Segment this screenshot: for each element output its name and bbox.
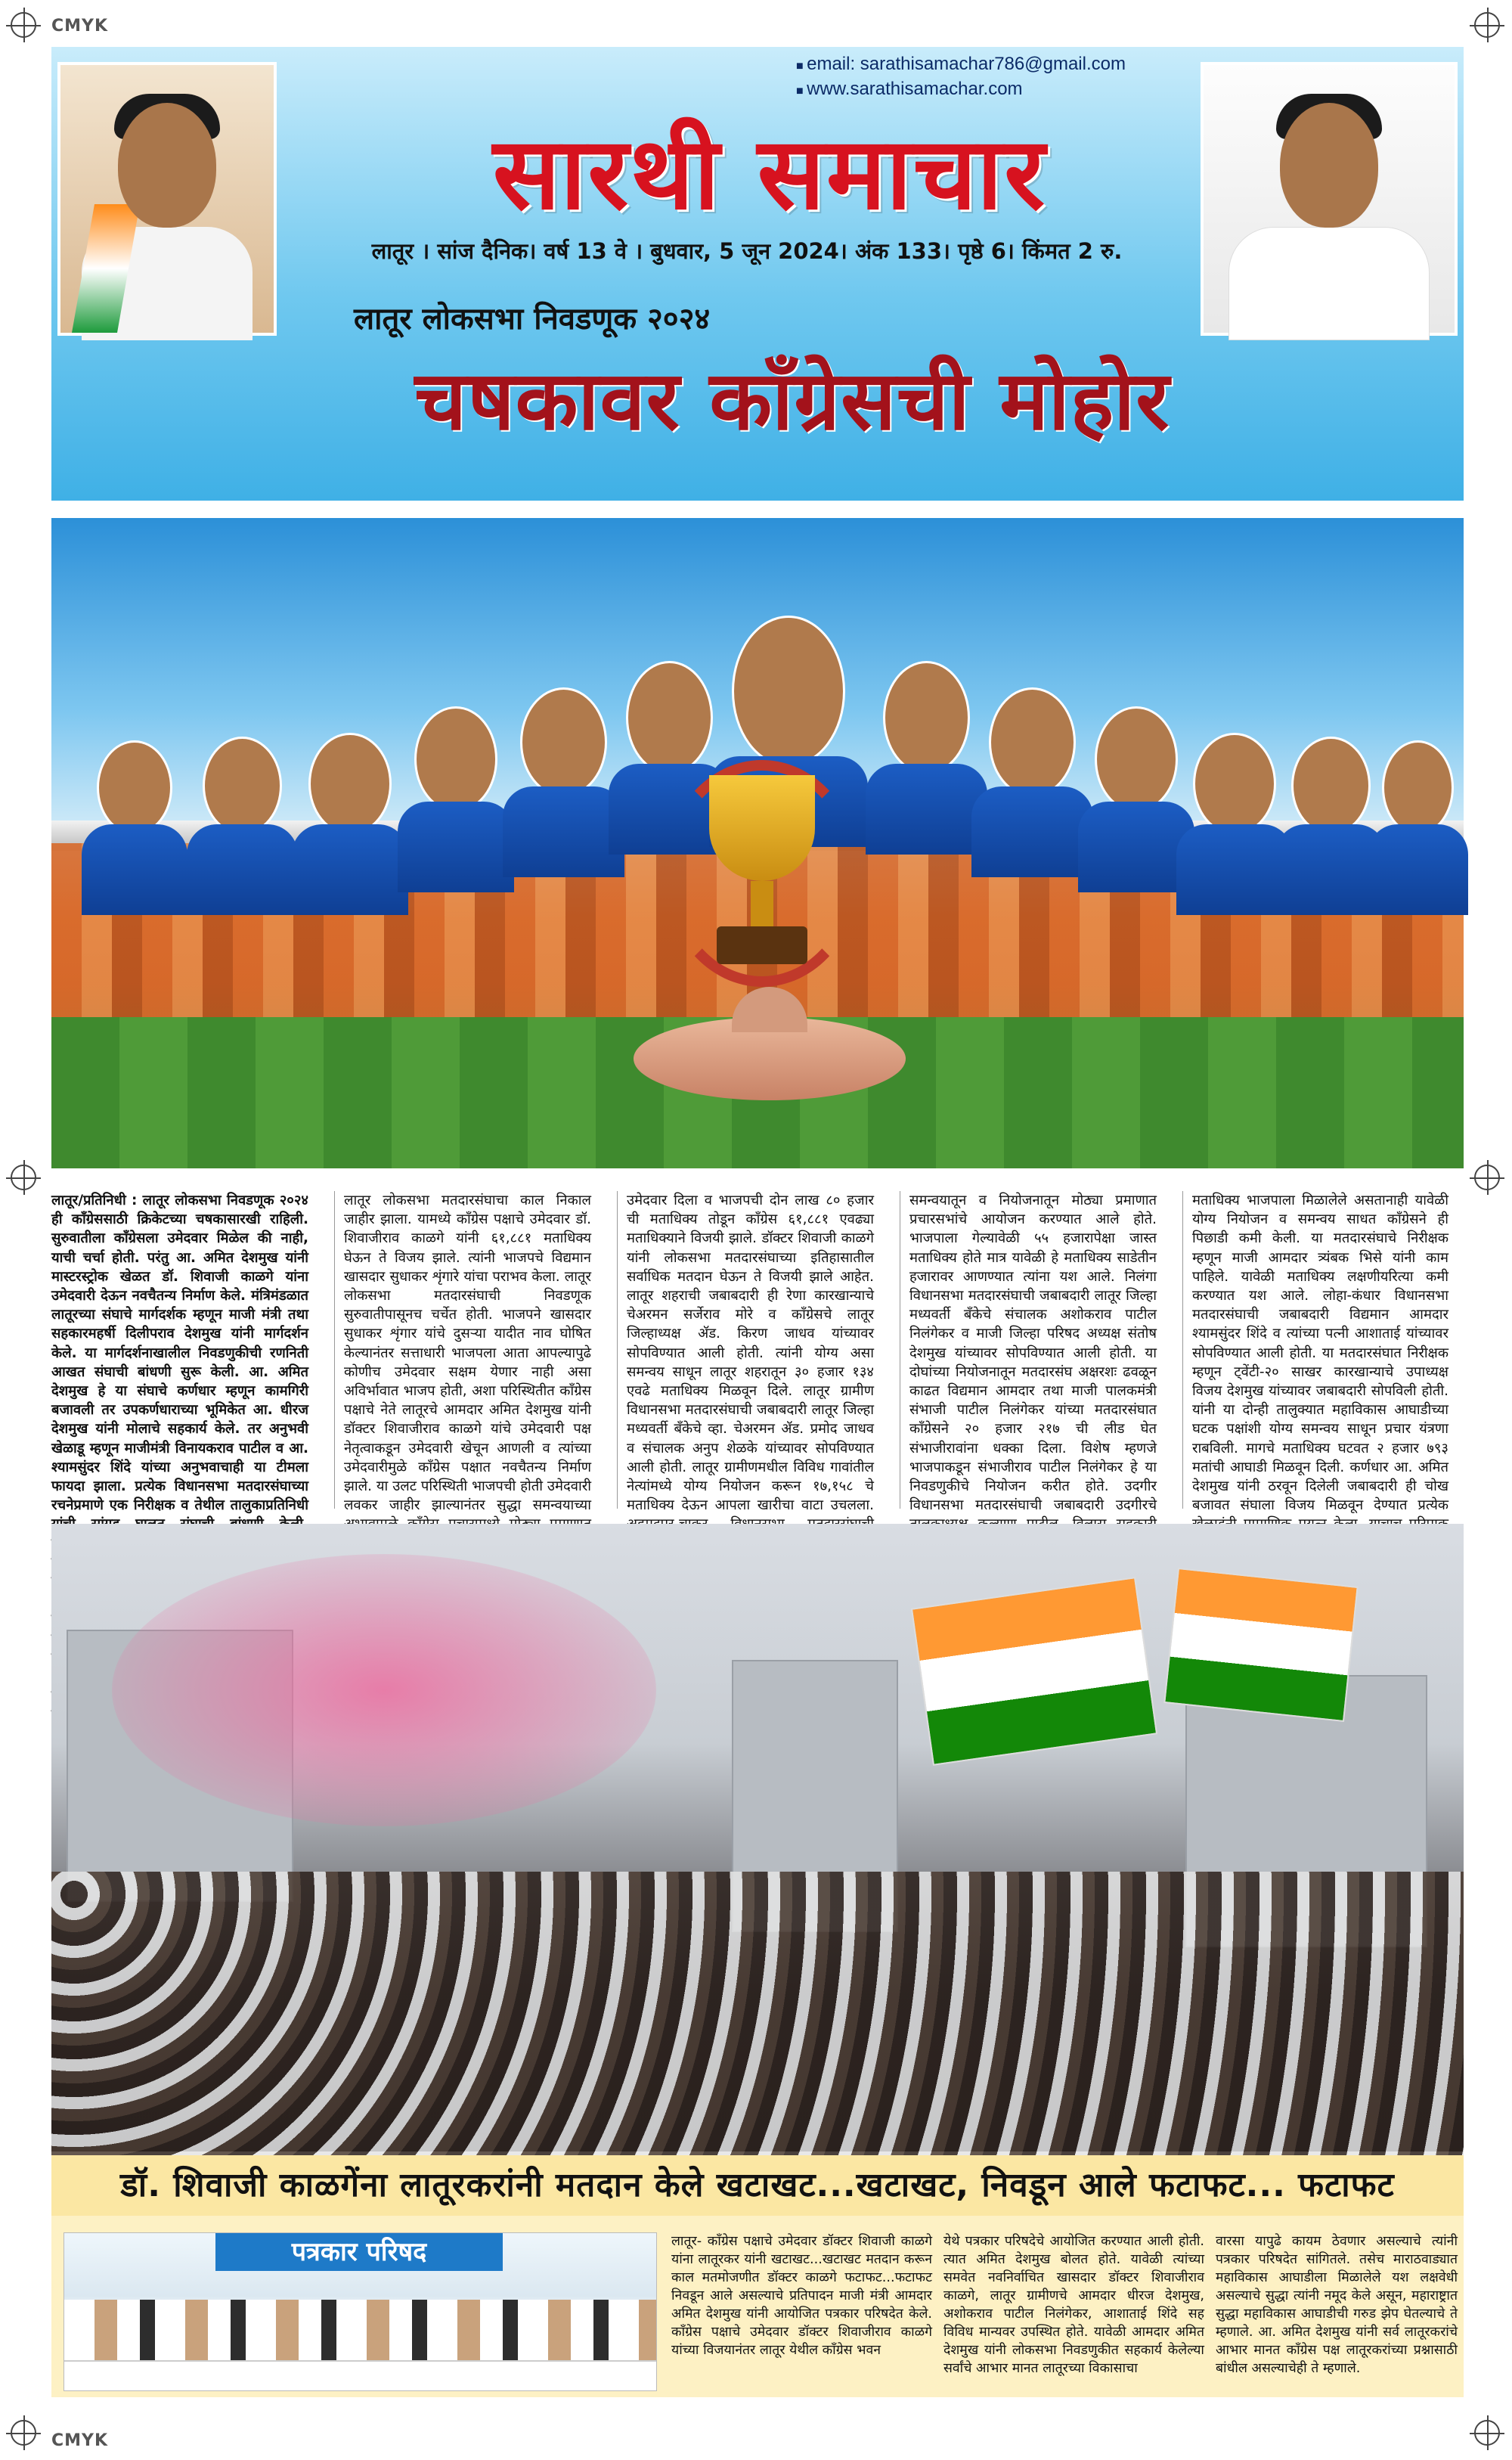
story-column-1: लातूर- काँग्रेस पक्षाचे उमेदवार डॉक्टर शिवाजी काळगे यांना लातूरकर यांनी खटाखट...खटाखट मतदान करून काल मतमोजणीत डॉक्टर काळगे फटाफट...फटाफट निवडून आले असल्याचे प्रतिपादन माजी मंत्री आमदार अमित देशमुख यांनी आयोजित पत्रकार परिषदेत केले. काँग्रेस पक्षाचे उमेदवार डॉक्टर शिवाजीराव काळगे यांच्या विजयानंतर लातूर येथील काँग्रेस भवन bbox=[671, 2234, 932, 2358]
player-figure bbox=[1291, 737, 1371, 915]
player-figure bbox=[520, 687, 607, 877]
article-column-2: लातूर लोकसभा मतदारसंघाचा काल निकाल जाहीर झाला. यामध्ये काँग्रेस पक्षाचे उमेदवार डॉ. शिवाजीराव काळगे यांनी ६१,८८१ मताधिक्य घेऊन ते विजय झाले. त्यांनी भाजपचे विद्यमान खासदार सुधाकर शृंगारे यांचा पराभव केला. लातूर लोकसभा मतदारसंघाची निवडणूक सुरुवातीपासूनच चर्चेत होती. भाजपने खासदार सुधाकर शृंगार यांचे दुसऱ्या यादीत नाव घोषित केल्यानंतर सत्ताधारी भाजपला आता आपल्यापुढे कोणीच उमेदवार सक्षम येणार नाही असा अविर्भावात भाजप होती, अशा परिस्थितीत काँग्रेस पक्षाचे नेते लातूरचे आमदार अमित देशमुख यांनी डॉक्टर शिवाजीराव काळगे यांचे उमेदवारी पक्ष नेतृत्वाकडून उमेदवारी खेचून आणली व त्यांच्या उमेदवारीमुळे काँग्रेस पक्षात नवचैतन्य निर्माण झाले. या उलट परिस्थिती भाजपची होती उमेदवारी लवकर जाहीर झाल्यानंतर सुद्धा समन्वयाच्या bbox=[334, 1191, 600, 1509]
story-column-3: वारसा यापुढे कायम ठेवणार असल्याचे त्यांनी पत्रकार परिषदेत सांगितले. तसेच माराठवाड्यात महाविकास आघाडीला मिळालेले यश लक्षवेधी असल्याचे सुद्धा त्यांनी नमूद केले असून, महाराष्ट्रात सुद्धा महाविकास आघाडीची गरुड झेप घेतल्याचे ते म्हणाले. आ. अमित देशमुख यांनी सर्व लातूरकरांचे आभार मानत काँग्रेस पक्ष लातूरकरांच्या प्रश्नासाठी बांधील असल्याचेही ते म्हणाले. bbox=[1216, 2234, 1458, 2376]
print-mark-cmyk-top: CMYK bbox=[51, 17, 109, 36]
press-conference-banner: पत्रकार परिषद bbox=[215, 2233, 503, 2271]
masthead bbox=[51, 47, 1464, 501]
player-figure bbox=[97, 740, 172, 915]
registration-mark-icon bbox=[11, 1165, 36, 1190]
contact-info bbox=[796, 53, 1126, 103]
article-column-1: लातूर/प्रतिनिधी : लातूर लोकसभा निवडणूक २०२४ ही काँग्रेससाठी क्रिकेटच्या चषकासारखी राहिली. सुरुवातीला काँग्रेसला उमेदवार मिळेल की नाही, याची चर्चा होती. परंतु आ. अमित देशमुख यांनी मास्टरस्ट्रोक खेळत डॉ. शिवाजी काळगे यांना उमेदवारी देऊन नवचैतन्य निर्माण केले. मंत्रिमंडळात लातूरच्या संघाचे मार्गदर्शक म्हणून माजी मंत्री तथा सहकारमहर्षी दिलीपराव देशमुख यांनी मार्गदर्शन केले. या मार्गदर्शनाखालील निवडणुकीची रणनिती आखत संघाची बांधणी सुरू केली. आ. अमित देशमुख हे या संघाचे कर्णधार म्हणून कामगिरी बजावली तर उपकर्णधाराच्या भूमिकेत आ. धीरज देशमुख यांनी मोलाचे सहकार्य केले. तर अनुभवी खेळाडू म्हणून माजीमंत्री विनायकराव पाटील व आ. श्यामसुंदर शिंदे यांच्या अनुभवाचाही या टीमला फायदा झाला. प्रत्येक विधानसभा मतदारसंघाच्या रचनेप्रमाणे एक निरीक्षक व तेथील तालुकाप्रतिनिधी bbox=[51, 1193, 308, 1514]
press-table bbox=[64, 2360, 656, 2390]
player-figure bbox=[883, 661, 970, 855]
portrait-face bbox=[118, 103, 216, 228]
player-figure bbox=[414, 706, 497, 892]
portrait-left bbox=[57, 62, 277, 336]
party-flag-icon bbox=[1163, 1568, 1359, 1722]
registration-mark-icon bbox=[11, 12, 36, 38]
registration-mark-icon bbox=[1474, 1165, 1500, 1190]
lead-article bbox=[51, 1191, 1464, 1514]
newspaper-title: सारथी समाचार bbox=[492, 116, 1047, 232]
player-figure bbox=[1382, 740, 1454, 915]
portrait-face bbox=[1280, 103, 1378, 228]
registration-mark-icon bbox=[1474, 2420, 1500, 2446]
player-figure bbox=[203, 737, 282, 915]
crowd bbox=[51, 1872, 1464, 2159]
press-conference-story bbox=[51, 2216, 1464, 2397]
dateline: लातूर । सांज दैनिक। वर्ष 13 वे । बुधवार, 5 जून 2024। अंक 133। पृष्ठे 6। किंमत 2 रु. bbox=[371, 238, 1123, 264]
kicker: लातूर लोकसभा निवडणूक २०२४ bbox=[354, 302, 711, 337]
registration-mark-icon bbox=[11, 2420, 36, 2446]
player-figure bbox=[989, 687, 1076, 877]
website-link[interactable]: ■ www.sarathisamachar.com bbox=[796, 78, 1126, 103]
player-figure bbox=[1193, 733, 1276, 915]
celebration-photo bbox=[51, 1524, 1464, 2151]
article-column-5: मताधिक्य भाजपाला मिळालेले असतानाही यावेळी योग्य नियोजन व समन्वय साधत काँग्रेसने ही पिछाडी कमी केली. या मतदारसंघाचे निरीक्षक म्हणून माजी आमदार त्र्यंबक भिसे यांनी काम पाहिले. यावेळी मताधिक्य लक्षणीयरित्या कमी करण्यात यश आले. लोहा-कंधार विधानसभा मतदारसंघाची जबाबदारी विद्यमान आमदार श्यामसुंदर शिंदे व त्यांच्या पत्नी आशाताई यांच्यावर सोपविण्यात आली होती. या मतदारसंघात निरीक्षक म्हणून ट्वेंटी-२० साखर कारखान्याचे उपाध्यक्ष विजय देशमुख यांच्यावर जबाबदारी सोपविली होती. यांनी या दोन्ही तालुक्यात महाविकास आघाडीच्या घटक पक्षांशी योग्य समन्वय साधून प्रचार यंत्रणा राबविली. मागचे मताधिक्य घटवत २ हजार ७९३ मतांची आघाडी मिळवून दिली. कर्णधार आ. अमित देशमुख यांनी ठरवून दिलेली जबाबदारी ही चोख बजावत संघाला विजय मिळवून देण्यात प्रत्येक bbox=[1182, 1191, 1448, 1509]
email-link[interactable]: ■ email: sarathisamachar786@gmail.com bbox=[796, 53, 1126, 78]
player-figure bbox=[308, 733, 392, 915]
portrait-body bbox=[1228, 227, 1430, 340]
story-column-2: येथे पत्रकार परिषदेचे आयोजित करण्यात आली होती. त्यात अमित देशमुख बोलत होते. यावेळी त्यांच्या समवेत नवनिर्वाचित खासदार डॉक्टर शिवाजीराव काळगे, लातूर ग्रामीणचे आमदार धीरज देशमुख, अशोकराव पाटील निलंगेकर, आशाताई शिंदे सह विविध मान्यवर उपस्थित होते. यावेळी आमदार अमित देशमुख यांनी लोकसभा निवडणुकीत सहकार्य केलेल्या सर्वांचे आभार मानत लातूरच्या विकासाचा bbox=[943, 2234, 1204, 2376]
article-column-4: समन्वयातून व नियोजनातून मोठ्या प्रमाणात प्रचारसभांचे आयोजन करण्यात आले होते. भाजपाला गेल्यावेळी ५५ हजारापेक्षा जास्त मताधिक्य होते मात्र यावेळी हे मताधिक्य साडेतीन हजारावर आणण्यात त्यांना यश आले. निलंगा विधानसभा मतदारसंघाची जबाबदारी लातूर जिल्हा मध्यवर्ती बँकेचे संचालक अशोकराव पाटील निलंगेकर व माजी जिल्हा परिषद अध्यक्ष संतोष देशमुख यांच्यावर सोपविण्यात आली होती. या दोघांच्या नियोजनातून मतदारसंघ अक्षरशः ढवळून काढत विद्यमान आमदार तथा माजी पालकमंत्री संभाजी पाटील निलंगेकर यांच्या मतदारसंघात काँग्रेसने २० हजार २१७ ची लीड घेत संभाजीरावांना धक्का दिला. विशेष म्हणजे भाजपाकडून संभाजीराव पाटील निलंगेकर हे या निवडणुकीचे नियोजन करीत होते. उदगीर विधानसभा मतदारसंघाची जबाबदारी उदगीरचे bbox=[900, 1191, 1166, 1509]
parliament-building-icon bbox=[634, 987, 906, 1100]
trophy-icon bbox=[679, 760, 845, 987]
article-column-3: उमेदवार दिला व भाजपची दोन लाख ८० हजार ची मताधिक्य तोडून काँग्रेस ६१,८८१ एवढ्या मताधिक्याने विजयी झाले. डॉक्टर शिवाजी काळगे यांनी लोकसभा मतदारसंघाच्या इतिहासातील सर्वाधिक मतदान घेऊन ते विजयी झाले आहेत. लातूर शहराची जबाबदारी ही रेणा कारखान्याचे चेअरमन सर्जेराव मोरे व काँग्रेसचे लातूर जिल्हाध्यक्ष ॲड. किरण जाधव यांच्यावर सोपविण्यात आली होती. त्यांनी योग्य असा समन्वय साधून लातूर शहरातून ३० हजार १३४ एवढे मताधिक्य मिळवून दिले. लातूर ग्रामीण विधानसभा मतदारसंघाची जबाबदारी लातूर जिल्हा मध्यवर्ती बँकेचे व्हा. चेअरमन ॲड. प्रमोद जाधव व संचालक अनुप शेळके यांच्यावर सोपविण्यात आली होती. लातूर ग्रामीणमधील विविध गावांतील नेत्यांमध्ये योग्य नियोजन करून १७,१५८ चे मताधिक्य देऊन आपला खारीचा वाटा उचलला. bbox=[617, 1191, 883, 1509]
portrait-right bbox=[1201, 62, 1458, 336]
secondary-headline: डॉ. शिवाजी काळगेंना लातूरकरांनी मतदान केले खटाखट...खटाखट, निवडून आले फटाफट... फटाफट bbox=[51, 2155, 1464, 2216]
main-headline: चषकावर काँग्रेसची मोहोर bbox=[414, 354, 1170, 448]
press-conference-photo bbox=[64, 2232, 657, 2391]
print-mark-cmyk-bottom: CMYK bbox=[51, 2431, 109, 2450]
registration-mark-icon bbox=[1474, 12, 1500, 38]
hero-image-cricket-stadium bbox=[51, 518, 1464, 1165]
party-flag-icon bbox=[911, 1577, 1157, 1766]
player-figure bbox=[1095, 706, 1178, 892]
colored-powder-cloud bbox=[112, 1554, 656, 1826]
